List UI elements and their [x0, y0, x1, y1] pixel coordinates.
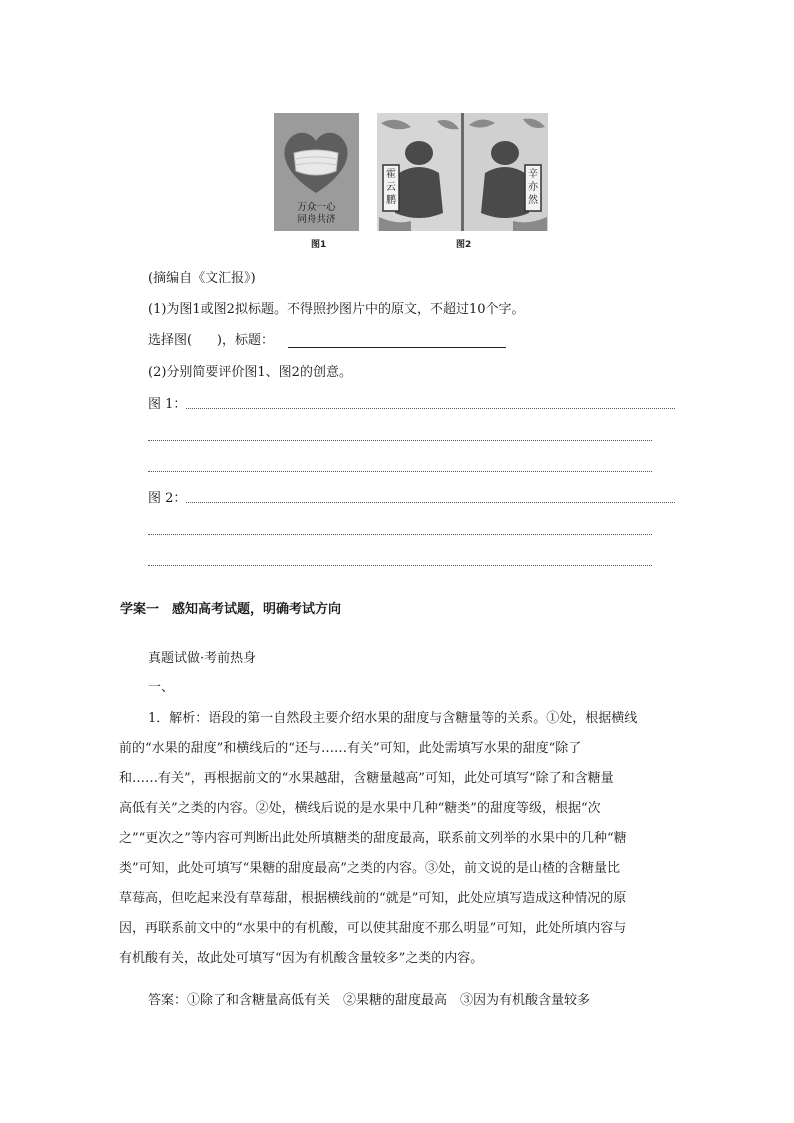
figure-1-image — [274, 113, 359, 231]
section-title: 学案一 感知高考试题，明确考试方向 — [120, 602, 342, 617]
source-note: (摘编自《文汇报》) — [148, 271, 256, 286]
answer-text: 答案：①除了和含糖量高低有关 ②果糖的甜度最高 ③因为有机酸含量较多 — [148, 993, 591, 1008]
door-gods-illustration-icon — [377, 113, 548, 231]
figure-2-left-banner: 霍云鹏 — [386, 169, 396, 206]
subsection-title: 真题试做·考前热身 — [148, 651, 257, 666]
analysis-line: 高低有关”之类的内容。②处，横线后说的是水果中几种“糖类”的甜度等级，根据“次 — [119, 801, 601, 816]
select-figure-line — [148, 332, 274, 350]
select-prefix: 选择图( — [148, 333, 193, 348]
analysis-line: 和……有关”，再根据前文的“水果越甜，含糖量越高”可知，此处可填写“除了和含糖量 — [119, 771, 614, 786]
analysis-line: 有机酸有关，故此处可填写“因为有机酸含量较多”之类的内容。 — [119, 951, 484, 966]
figure-1-answer-label: 图 1： — [148, 397, 187, 412]
analysis-line: 草莓高，但吃起来没有草莓甜，根据横线前的“就是”可知，此处应填写造成这种情况的原 — [119, 891, 627, 906]
select-middle: )，标题： — [192, 333, 274, 348]
figure-1-text-line1: 万众一心 — [297, 202, 336, 213]
figure-2-answer-line-2[interactable] — [148, 534, 652, 535]
analysis-line: 因，再联系前文中的“水果中的有机酸，可以使其甜度不那么明显”可知，此处所填内容与 — [119, 921, 627, 936]
figure-2-answer-line-3[interactable] — [148, 565, 652, 566]
figure-2-caption: 图2 — [456, 240, 472, 250]
analysis-paragraph — [119, 704, 662, 974]
figure-1-answer-line-1[interactable] — [186, 408, 675, 409]
part-label: 一、 — [148, 680, 175, 695]
figure-1-text-line2: 同舟共济 — [297, 214, 336, 225]
question-1: (1)为图1或图2拟标题。不得照抄图片中的原文，不超过10个字。 — [148, 302, 525, 317]
figure-1-answer-line-3[interactable] — [148, 471, 652, 472]
analysis-line: 前的“水果的甜度”和横线后的“还与……有关”可知，此处需填写水果的甜度“除了 — [119, 741, 582, 756]
title-answer-blank[interactable] — [288, 347, 506, 348]
figure-1-caption: 图1 — [311, 240, 327, 250]
figure-2-answer-label: 图 2： — [148, 491, 187, 506]
question-2: (2)分别简要评价图1、图2的创意。 — [148, 365, 352, 380]
figure-2-image — [377, 113, 548, 231]
figure-2-answer-line-1[interactable] — [186, 502, 675, 503]
analysis-line: 1．解析：语段的第一自然段主要介绍水果的甜度与含糖量等的关系。①处，根据横线 — [148, 711, 638, 726]
figure-1-answer-line-2[interactable] — [148, 440, 652, 441]
analysis-line: 类”可知，此处可填写“果糖的甜度最高”之类的内容。③处，前文说的是山楂的含糖量比 — [119, 861, 620, 876]
analysis-line: 之”“更次之”等内容可判断出此处所填糖类的甜度最高，联系前文列举的水果中的几种“糖 — [119, 831, 627, 846]
figure-2-right-banner: 辛亦然 — [528, 169, 538, 206]
